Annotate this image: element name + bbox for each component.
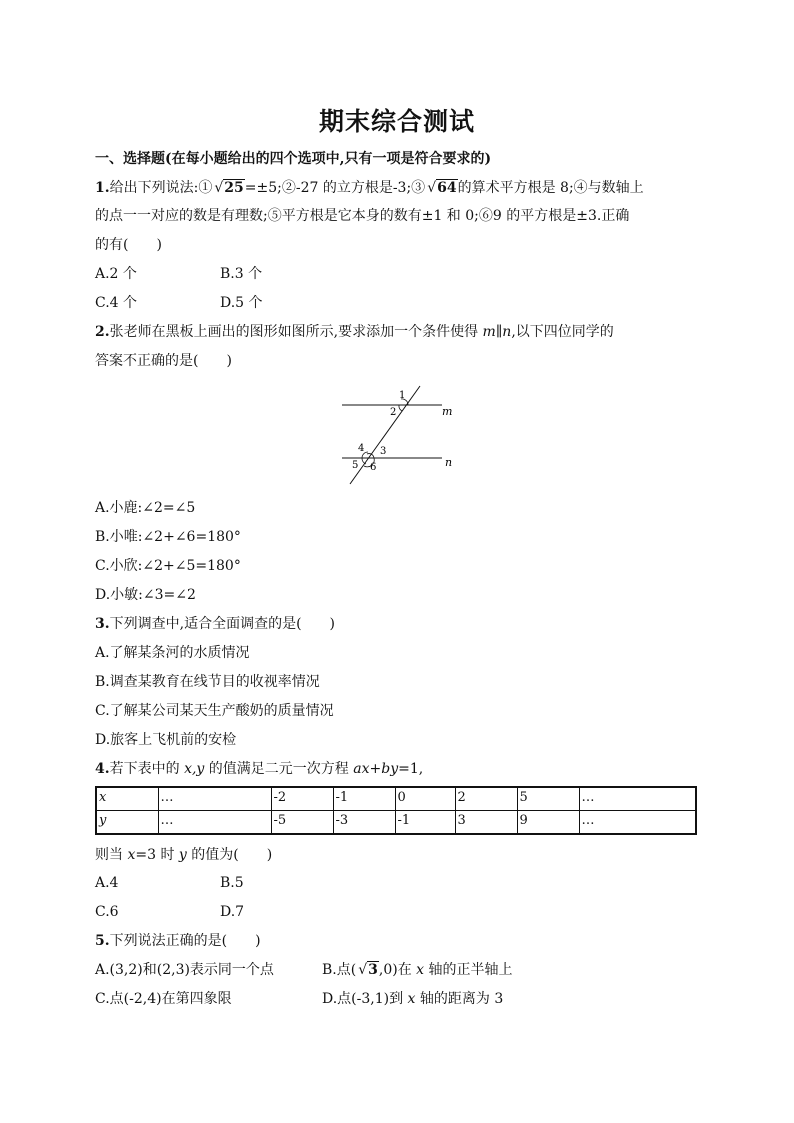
- table-cell: -5: [271, 811, 333, 835]
- table-cell: -2: [271, 787, 333, 811]
- q1-option-b[interactable]: B.3 个: [220, 266, 263, 282]
- q4-option-c[interactable]: C.6: [95, 904, 119, 920]
- q1-text-pre: 给出下列说法:①: [109, 180, 213, 196]
- q4-options-cd: [95, 902, 245, 922]
- radicand-3: 3: [368, 962, 378, 978]
- angle-label-3: 3: [380, 446, 387, 457]
- q1-options-ab: [95, 264, 263, 284]
- q5-d-pre: D.点(-3,1)到: [322, 991, 408, 1007]
- q2-option-c[interactable]: C.小欣:∠2+∠5=180°: [95, 558, 241, 574]
- q4-stem-pre: 若下表中的: [109, 761, 185, 777]
- q3-stem: [95, 614, 335, 634]
- q5-option-c[interactable]: C.点(-2,4)在第四象限: [95, 991, 232, 1007]
- q4-option-d[interactable]: D.7: [220, 904, 245, 920]
- table-row: [96, 811, 696, 835]
- q4-eq-plus: +: [369, 761, 382, 777]
- sqrt-3: √3: [358, 962, 378, 978]
- angle-label-2: 2: [390, 407, 397, 418]
- angle-label-6: 6: [370, 462, 377, 473]
- page-title: 期末综合测试: [318, 107, 475, 136]
- q5-b-x: x: [416, 962, 425, 978]
- q2-number: 2.: [95, 324, 110, 340]
- q4-number: 4.: [95, 761, 110, 777]
- table-cell: 9: [517, 811, 579, 835]
- q4-ask-pre: 则当: [95, 847, 128, 863]
- q5-d-post: 轴的距离为 3: [415, 991, 504, 1007]
- q2-line2: 答案不正确的是( ): [95, 353, 232, 369]
- table-cell: -3: [333, 811, 395, 835]
- angle-label-4: 4: [358, 443, 365, 454]
- q5-b-pre: B.点(: [322, 962, 357, 978]
- q3-option-d[interactable]: D.旅客上飞机前的安检: [95, 732, 237, 748]
- q3-option-b[interactable]: B.调查某教育在线节目的收视率情况: [95, 674, 320, 690]
- q2-line1: [95, 322, 614, 342]
- q4-stem-mid: 的值满足二元一次方程: [204, 761, 354, 777]
- q1-option-c[interactable]: C.4 个: [95, 295, 138, 311]
- table-cell: -1: [395, 811, 455, 835]
- table-cell: 5: [517, 787, 579, 811]
- q4-option-a[interactable]: A.4: [95, 875, 119, 891]
- table-cell: …: [579, 787, 696, 811]
- sqrt-64: √64: [427, 180, 457, 196]
- q5-number: 5.: [95, 933, 110, 949]
- q4-stem: [95, 759, 423, 779]
- q5-d-x: x: [407, 991, 416, 1007]
- table-cell: x: [96, 787, 158, 811]
- q4-ask-y: y: [178, 847, 187, 863]
- table-cell: …: [158, 811, 271, 835]
- q5-option-b[interactable]: [322, 960, 513, 980]
- radicand-25: 25: [224, 180, 244, 196]
- q4-option-b[interactable]: B.5: [220, 875, 244, 891]
- q1-options-cd: [95, 293, 263, 313]
- q4-options-ab: [95, 873, 244, 893]
- radicand-64: 64: [437, 180, 457, 196]
- q5-options-ab: [95, 960, 513, 980]
- q2-option-a[interactable]: A.小鹿:∠2=∠5: [95, 500, 196, 516]
- q3-option-c[interactable]: C.了解某公司某天生产酸奶的质量情况: [95, 703, 334, 719]
- table-cell: 3: [455, 811, 517, 835]
- q2-parallel-symbol: ∥: [495, 324, 503, 340]
- q4-ask-post: 的值为( ): [186, 847, 273, 863]
- xy-value-table: [95, 786, 697, 835]
- q2-option-b[interactable]: B.小唯:∠2+∠6=180°: [95, 529, 241, 545]
- table-cell: -1: [333, 787, 395, 811]
- q5-options-cd: [95, 989, 504, 1009]
- table-row: [96, 787, 696, 811]
- q1-line1: [95, 178, 644, 198]
- q5-stem: [95, 931, 261, 951]
- q5-option-a[interactable]: A.(3,2)和(2,3)表示同一个点: [95, 962, 274, 978]
- table-cell: …: [579, 811, 696, 835]
- q4-ask: [95, 845, 272, 865]
- transversal-line: [350, 386, 420, 484]
- table-cell: y: [96, 811, 158, 835]
- q1-line2: 的点一一对应的数是有理数;⑤平方根是它本身的数有±1 和 0;⑥9 的平方根是±3.正确: [95, 208, 630, 224]
- q1-line3: 的有( ): [95, 237, 162, 253]
- q2-var-n: n: [502, 324, 512, 340]
- q4-vars: x,y: [184, 761, 205, 777]
- section-heading: 一、选择题(在每小题给出的四个选项中,只有一项是符合要求的): [95, 151, 492, 167]
- q2-var-m: m: [482, 324, 496, 340]
- q1-text-mid2: 的算术平方根是 8;④与数轴上: [457, 180, 644, 196]
- q1-option-a[interactable]: A.2 个: [95, 266, 137, 282]
- table-cell: 0: [395, 787, 455, 811]
- q2-text-pre: 张老师在黑板上画出的图形如图所示,要求添加一个条件使得: [109, 324, 483, 340]
- table-cell: 2: [455, 787, 517, 811]
- q5-b-post2: 轴的正半轴上: [424, 962, 513, 978]
- q4-eq-ax: ax: [353, 761, 370, 777]
- angle-arc-2: [399, 405, 402, 411]
- q1-number: 1.: [95, 180, 110, 196]
- q1-text-mid1: =±5;②-27 的立方根是-3;③: [244, 180, 426, 196]
- label-m: m: [442, 405, 453, 418]
- q5-b-post1: ,0)在: [378, 962, 417, 978]
- q1-option-d[interactable]: D.5 个: [220, 295, 263, 311]
- q2-text-post: ,以下四位同学的: [511, 324, 614, 340]
- sqrt-25: √25: [214, 180, 244, 196]
- angle-label-5: 5: [352, 460, 359, 471]
- q3-option-a[interactable]: A.了解某条河的水质情况: [95, 645, 250, 661]
- label-n: n: [445, 456, 453, 469]
- table-cell: …: [158, 787, 271, 811]
- q4-ask-x: x: [127, 847, 136, 863]
- q3-number: 3.: [95, 616, 110, 632]
- angle-label-1: 1: [399, 390, 406, 401]
- parallel-lines-figure: [338, 382, 458, 486]
- q4-eq-by: by: [381, 761, 399, 777]
- q5-option-d[interactable]: [322, 989, 503, 1009]
- q3-stem-text: 下列调查中,适合全面调查的是( ): [109, 616, 335, 632]
- q2-option-d[interactable]: D.小敏:∠3=∠2: [95, 587, 196, 603]
- q4-eq-end: =1,: [398, 761, 424, 777]
- q5-stem-text: 下列说法正确的是( ): [109, 933, 261, 949]
- q4-ask-mid: =3 时: [135, 847, 179, 863]
